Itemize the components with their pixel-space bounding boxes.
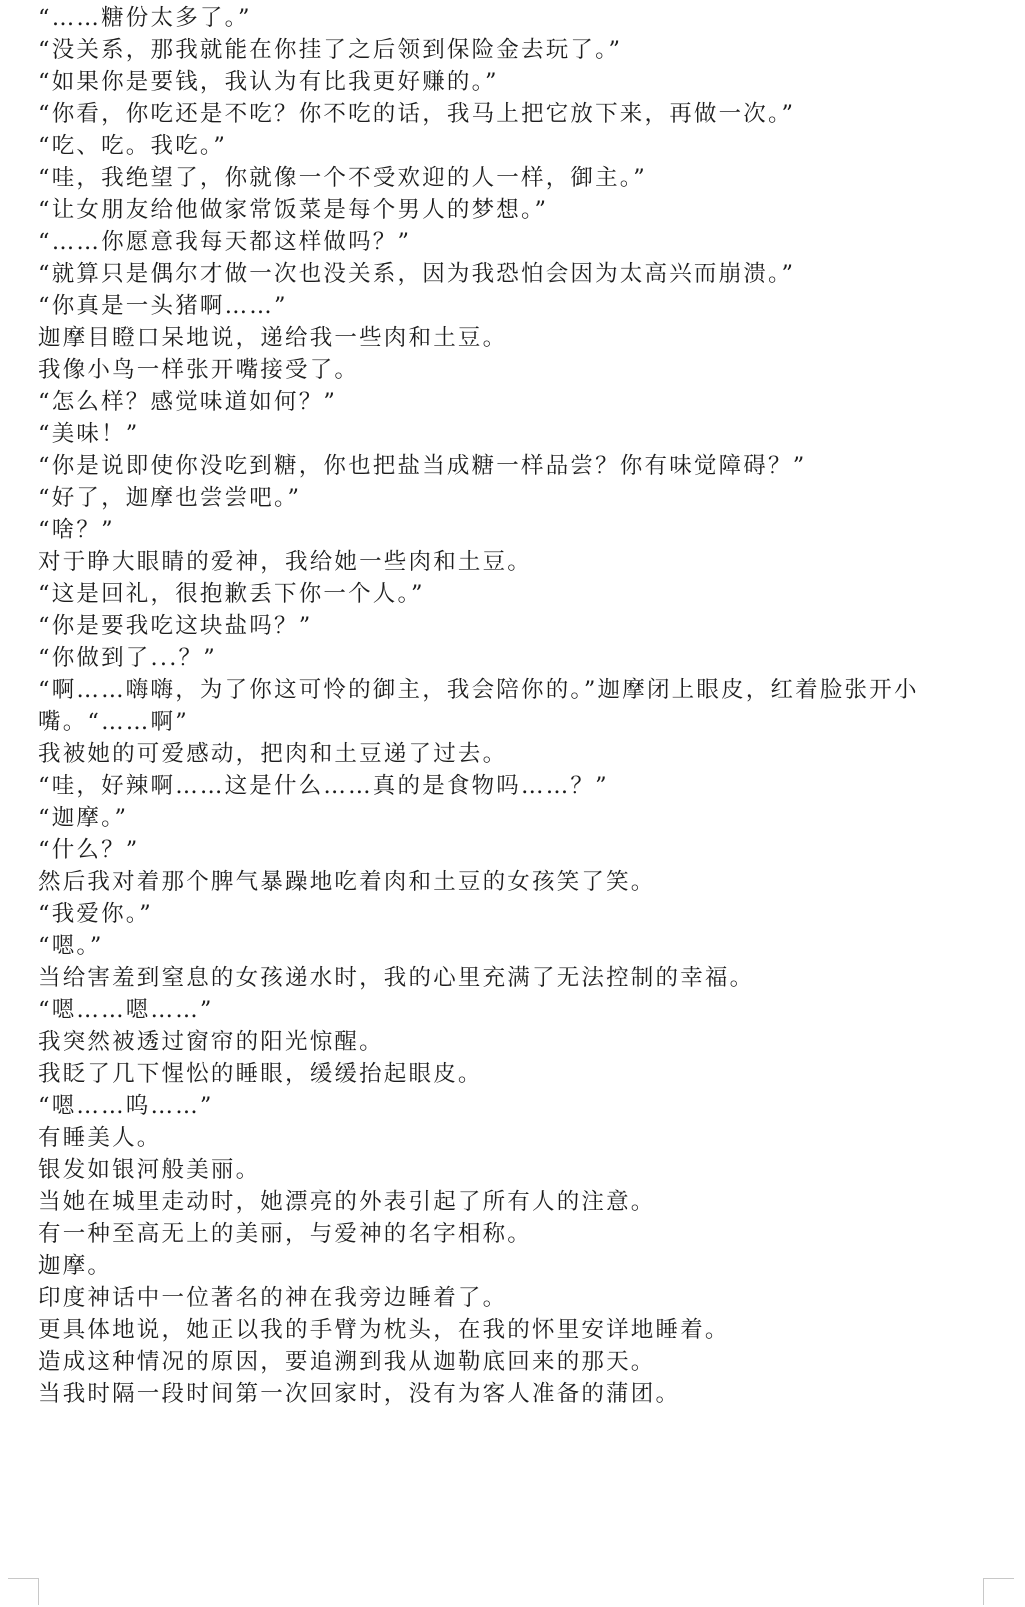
paragraph: “啊……嗨嗨，为了你这可怜的御主，我会陪你的。”迦摩闭上眼皮，红着脸张开小嘴。“……啊” bbox=[38, 677, 919, 735]
paragraph: 迦摩。 bbox=[38, 1253, 113, 1279]
paragraph: 有睡美人。 bbox=[38, 1125, 162, 1151]
paragraph: “你真是一头猪啊……” bbox=[38, 293, 288, 319]
paragraph: “你做到了...？” bbox=[38, 645, 217, 671]
paragraph: “你是说即使你没吃到糖，你也把盐当成糖一样品尝？你有味觉障碍？” bbox=[38, 453, 807, 479]
paragraph: 造成这种情况的原因，要追溯到我从迦勒底回来的那天。 bbox=[38, 1349, 656, 1375]
paragraph: “你是要我吃这块盐吗？” bbox=[38, 613, 313, 639]
paragraph: 当我时隔一段时间第一次回家时，没有为客人准备的蒲团。 bbox=[38, 1381, 681, 1407]
paragraph: “啥？” bbox=[38, 517, 115, 543]
paragraph: 当给害羞到窒息的女孩递水时，我的心里充满了无法控制的幸福。 bbox=[38, 965, 755, 991]
paragraph: “什么？” bbox=[38, 837, 140, 863]
paragraph: 我像小鸟一样张开嘴接受了。 bbox=[38, 357, 360, 383]
paragraph: “……糖份太多了。” bbox=[38, 5, 252, 31]
paragraph: “这是回礼，很抱歉丢下你一个人。” bbox=[38, 581, 425, 607]
paragraph: 我眨了几下惺忪的睡眼，缓缓抬起眼皮。 bbox=[38, 1061, 483, 1087]
paragraph: “怎么样？感觉味道如何？” bbox=[38, 389, 338, 415]
paragraph: “我爱你。” bbox=[38, 901, 153, 927]
paragraph: 我突然被透过窗帘的阳光惊醒。 bbox=[38, 1029, 384, 1055]
paragraph: “你看，你吃还是不吃？你不吃的话，我马上把它放下来，再做一次。” bbox=[38, 101, 796, 127]
paragraph: 更具体地说，她正以我的手臂为枕头，在我的怀里安详地睡着。 bbox=[38, 1317, 730, 1343]
paragraph: 当她在城里走动时，她漂亮的外表引起了所有人的注意。 bbox=[38, 1189, 656, 1215]
paragraph: “嗯……呜……” bbox=[38, 1093, 214, 1119]
paragraph: “哇，我绝望了，你就像一个不受欢迎的人一样，御主。” bbox=[38, 165, 647, 191]
paragraph: “让女朋友给他做家常饭菜是每个男人的梦想。” bbox=[38, 197, 549, 223]
paragraph: “如果你是要钱，我认为有比我更好赚的。” bbox=[38, 69, 499, 95]
paragraph: 银发如银河般美丽。 bbox=[38, 1157, 261, 1183]
paragraph: 印度神话中一位著名的神在我旁边睡着了。 bbox=[38, 1285, 508, 1311]
paragraph: 然后我对着那个脾气暴躁地吃着肉和土豆的女孩笑了笑。 bbox=[38, 869, 656, 895]
page-corner-mark-left bbox=[8, 1578, 39, 1605]
paragraph: 对于睁大眼睛的爱神，我给她一些肉和土豆。 bbox=[38, 549, 533, 575]
paragraph: “迦摩。” bbox=[38, 805, 129, 831]
paragraph: “好了，迦摩也尝尝吧。” bbox=[38, 485, 302, 511]
paragraph: 我被她的可爱感动，把肉和土豆递了过去。 bbox=[38, 741, 508, 767]
paragraph: 有一种至高无上的美丽，与爱神的名字相称。 bbox=[38, 1221, 533, 1247]
paragraph: “没关系，那我就能在你挂了之后领到保险金去玩了。” bbox=[38, 37, 623, 63]
paragraph: “……你愿意我每天都这样做吗？” bbox=[38, 229, 412, 255]
paragraph: 迦摩目瞪口呆地说，递给我一些肉和土豆。 bbox=[38, 325, 508, 351]
paragraph: “哇，好辣啊……这是什么……真的是食物吗……？” bbox=[38, 773, 609, 799]
paragraph: “吃、吃。我吃。” bbox=[38, 133, 228, 159]
paragraph: “美味！” bbox=[38, 421, 140, 447]
paragraph: “就算只是偶尔才做一次也没关系，因为我恐怕会因为太高兴而崩溃。” bbox=[38, 261, 796, 287]
document-body bbox=[38, 2, 988, 1410]
page-corner-mark-right bbox=[983, 1578, 1014, 1605]
paragraph: “嗯。” bbox=[38, 933, 104, 959]
paragraph: “嗯……嗯……” bbox=[38, 997, 214, 1023]
